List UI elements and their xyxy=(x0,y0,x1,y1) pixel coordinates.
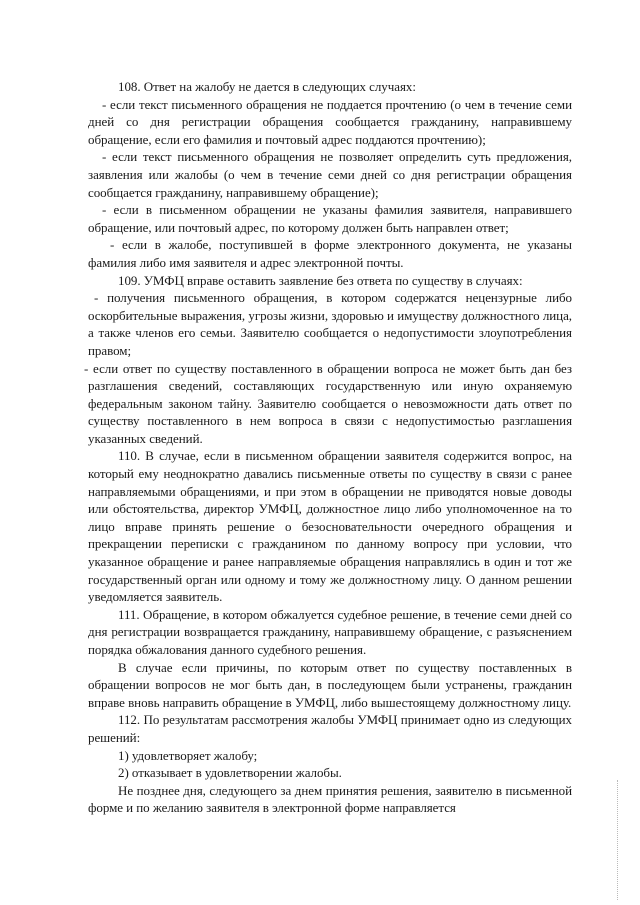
paragraph-108-item-1: - если текст письменного обращения не поддается прочтению (о чем в течение семи дней со дня регистрации обращения сообщается гражданину, направившему обращение, если его фамилия и почтовый адрес поддаются прочтению); xyxy=(88,96,572,147)
paragraph-111-continuation: В случае если причины, по которым ответ по существу поставленных в обращении вопросов не мог быть дан, в последующем были устранены, гражданин вправе вновь направить обращение в УМФЦ, либо вышестоящему должностному лицу. xyxy=(88,659,572,710)
paragraph-112-heading: 112. По результатам рассмотрения жалобы УМФЦ принимает одно из следующих решений: xyxy=(88,712,572,745)
paragraph-111: 111. Обращение, в котором обжалуется судебное решение, в течение семи дней со дня регистрации возвращается гражданину, направившему обращение, с разъяснением порядка обжалования данного судебного решения. xyxy=(88,606,572,657)
paragraph-109-heading: 109. УМФЦ вправе оставить заявление без ответа по существу в случаях: xyxy=(118,272,523,288)
paragraph-112-option-1: 1) удовлетворяет жалобу; xyxy=(118,747,258,763)
paragraph-110: 110. В случае, если в письменном обращении заявителя содержится вопрос, на который ему неоднократно давались письменные ответы по существу в связи с ранее направляемыми обращениями, и при этом в обращении не приводятся новые доводы или обстоятельства, директор УМФЦ, должностное лицо либо уполномоченное на то лицо вправе принять решение о безосновательности очередного обращения и прекращении переписки с гражданином по данному вопросу при условии, что указанное обращение и ранее направляемые обращения направлялись в один и тот же государственный орган или одному и тому же должностному лицу. О данном решении уведомляется заявитель. xyxy=(88,448,572,605)
paragraph-109-item-2: - если ответ по существу поставленного в обращении вопроса не может быть дан без разглашения сведений, составляющих государственную или иную охраняемую федеральным законом тайну. Заявителю сообщается о невозможности дать ответ по существу поставленного в нем вопроса в связи с недопустимостью разглашения указанных сведений. xyxy=(84,360,572,446)
paragraph-108-item-2: - если текст письменного обращения не позволяет определить суть предложения, заявления или жалобы (о чем в течение семи дней со дня регистрации обращения сообщается гражданину, направившему обращение); xyxy=(88,149,572,200)
paragraph-112-option-2: 2) отказывает в удовлетворении жалобы. xyxy=(118,765,342,781)
document-body xyxy=(84,78,572,817)
paragraph-108-heading: 108. Ответ на жалобу не дается в следующих случаях: xyxy=(118,79,416,94)
paragraph-109-item-1: - получения письменного обращения, в котором содержатся нецензурные либо оскорбительные выражения, угрозы жизни, здоровью и имуществу должностного лица, а также членов его семьи. Заявителю сообщается о недопустимости злоупотребления правом; xyxy=(88,290,572,358)
paragraph-112-notice: Не позднее дня, следующего за днем принятия решения, заявителю в письменной форме и по желанию заявителя в электронной форме направляется xyxy=(88,782,572,816)
paragraph-108-item-4: - если в жалобе, поступившей в форме электронного документа, не указаны фамилия либо имя заявителя и адрес электронной почты. xyxy=(88,237,572,270)
paragraph-108-item-3: - если в письменном обращении не указаны фамилия заявителя, направившего обращение, или почтовый адрес, по которому должен быть направлен ответ; xyxy=(88,202,572,235)
scan-edge-mark xyxy=(616,780,618,900)
